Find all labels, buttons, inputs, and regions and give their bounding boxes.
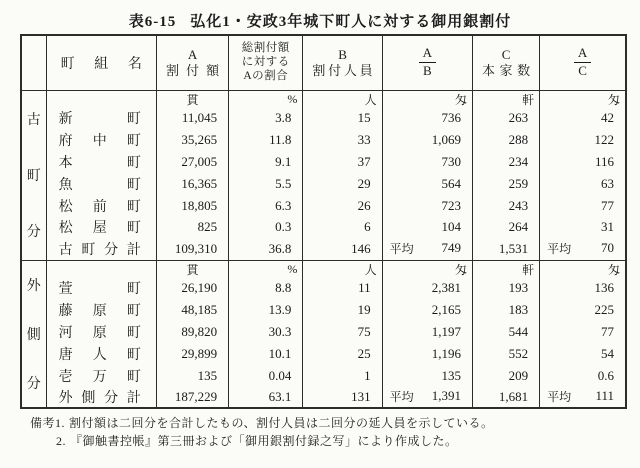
unit-nin: 人	[303, 260, 382, 278]
allotment-amount-cell: 26,190	[156, 278, 228, 300]
per-household-cell: 116	[540, 151, 626, 173]
subtotal-row-furumachi	[21, 238, 626, 260]
allotment-amount-cell: 29,899	[156, 343, 228, 365]
personnel-cell: 11	[303, 278, 382, 300]
personnel-cell: 33	[303, 129, 382, 151]
allotment-amount-cell: 16,365	[156, 173, 228, 195]
percentage-cell: 6.3	[229, 195, 303, 217]
unit-kan: 貫	[156, 90, 228, 108]
households-cell: 183	[472, 299, 539, 321]
table-header-row	[21, 35, 626, 90]
per-household-cell: 77	[540, 195, 626, 217]
allotment-amount-cell: 825	[156, 216, 228, 238]
table-row	[21, 365, 626, 387]
unit-monme: 匁	[382, 260, 472, 278]
per-person-cell: 723	[382, 195, 472, 217]
allotment-amount-cell: 11,045	[156, 108, 228, 130]
per-person-cell: 1,069	[382, 129, 472, 151]
households-cell: 193	[472, 278, 539, 300]
percentage-cell: 5.5	[229, 173, 303, 195]
personnel-cell: 26	[303, 195, 382, 217]
personnel-cell: 29	[303, 173, 382, 195]
town-name-cell: 本町	[46, 151, 156, 173]
personnel-cell: 15	[303, 108, 382, 130]
personnel-cell: 146	[303, 238, 382, 260]
units-row	[21, 90, 626, 108]
per-person-cell: 2,165	[382, 299, 472, 321]
allotment-amount-cell: 27,005	[156, 151, 228, 173]
footnotes	[30, 415, 640, 450]
allotment-amount-cell: 135	[156, 365, 228, 387]
table-title-text: 弘化1・安政3年城下町人に対する御用銀割付	[190, 14, 512, 30]
group-label-furumachi: 古 町 分	[21, 90, 46, 260]
town-name-cell: 壱万町	[46, 365, 156, 387]
percentage-cell: 13.9	[229, 299, 303, 321]
header-town-name: 町組名	[46, 35, 156, 90]
households-cell: 1,531	[472, 238, 539, 260]
header-a-over-c: $\frac{A}{C}$	[540, 35, 626, 90]
percentage-cell: 3.8	[229, 108, 303, 130]
town-name-cell: 松屋町	[46, 216, 156, 238]
header-c-label: 本家数	[481, 62, 531, 78]
corner-cell	[21, 35, 46, 90]
personnel-cell: 19	[303, 299, 382, 321]
table-row	[21, 216, 626, 238]
percentage-cell: 63.1	[229, 387, 303, 409]
per-person-cell: 730	[382, 151, 472, 173]
unit-kan: 貫	[156, 260, 228, 278]
header-ratio-of-total: 総割付額 に対する Aの割合	[229, 35, 303, 90]
table-row	[21, 299, 626, 321]
allotment-amount-cell: 18,805	[156, 195, 228, 217]
per-person-cell: 564	[382, 173, 472, 195]
percentage-cell: 9.1	[229, 151, 303, 173]
goyogin-allotment-table	[20, 34, 627, 409]
header-b-label: 割付人員	[312, 62, 373, 78]
units-row	[21, 260, 626, 278]
percentage-cell: 8.8	[229, 278, 303, 300]
per-household-cell: 0.6	[540, 365, 626, 387]
town-name-cell: 古町分計	[46, 238, 156, 260]
table-row	[21, 321, 626, 343]
unit-nin: 人	[303, 90, 382, 108]
personnel-cell: 131	[303, 387, 382, 409]
per-household-cell: 122	[540, 129, 626, 151]
town-name-cell: 外側分計	[46, 387, 156, 409]
households-cell: 552	[472, 343, 539, 365]
percentage-cell: 0.04	[229, 365, 303, 387]
unit-monme: 匁	[382, 90, 472, 108]
personnel-cell: 1	[303, 365, 382, 387]
per-person-cell: 135	[382, 365, 472, 387]
table-row	[21, 151, 626, 173]
per-person-cell: 平均 749	[382, 238, 472, 260]
per-household-cell: 平均 70	[540, 238, 626, 260]
header-c-letter: C	[501, 46, 511, 62]
footnote-2: 2. 『御触書控帳』第三冊および「御用銀割付録之写」により作成した。	[56, 433, 458, 448]
unit-monme: 匁	[540, 90, 626, 108]
subtotal-row-sotogawa	[21, 387, 626, 409]
households-cell: 1,681	[472, 387, 539, 409]
allotment-amount-cell: 109,310	[156, 238, 228, 260]
per-household-cell: 31	[540, 216, 626, 238]
percentage-cell: 30.3	[229, 321, 303, 343]
per-household-cell: 136	[540, 278, 626, 300]
town-name-cell: 府中町	[46, 129, 156, 151]
town-name-cell: 松前町	[46, 195, 156, 217]
town-name-cell: 河原町	[46, 321, 156, 343]
per-household-cell: 225	[540, 299, 626, 321]
per-person-cell: 736	[382, 108, 472, 130]
table-row	[21, 195, 626, 217]
unit-ken: 軒	[472, 90, 539, 108]
personnel-cell: 75	[303, 321, 382, 343]
per-household-cell: 63	[540, 173, 626, 195]
table-number: 表6-15	[128, 14, 177, 30]
per-person-cell: 平均 1,391	[382, 387, 472, 409]
households-cell: 209	[472, 365, 539, 387]
allotment-amount-cell: 187,229	[156, 387, 228, 409]
percentage-cell: 10.1	[229, 343, 303, 365]
personnel-cell: 25	[303, 343, 382, 365]
households-cell: 263	[472, 108, 539, 130]
unit-percent: %	[229, 90, 303, 108]
allotment-amount-cell: 89,820	[156, 321, 228, 343]
table-row	[21, 278, 626, 300]
unit-ken: 軒	[472, 260, 539, 278]
header-b-letter: B	[338, 46, 347, 62]
households-cell: 243	[472, 195, 539, 217]
households-cell: 288	[472, 129, 539, 151]
households-cell: 264	[472, 216, 539, 238]
per-person-cell: 104	[382, 216, 472, 238]
unit-percent: %	[229, 260, 303, 278]
table-row	[21, 173, 626, 195]
households-cell: 259	[472, 173, 539, 195]
allotment-amount-cell: 35,265	[156, 129, 228, 151]
town-name-cell: 萱町	[46, 278, 156, 300]
town-name-cell: 唐人町	[46, 343, 156, 365]
allotment-amount-cell: 48,185	[156, 299, 228, 321]
households-cell: 544	[472, 321, 539, 343]
percentage-cell: 11.8	[229, 129, 303, 151]
town-name-cell: 藤原町	[46, 299, 156, 321]
per-person-cell: 1,197	[382, 321, 472, 343]
header-main-households	[472, 35, 539, 90]
table-title	[0, 0, 640, 34]
households-cell: 234	[472, 151, 539, 173]
per-household-cell: 54	[540, 343, 626, 365]
footnote-1: 備考1. 割付額は二回分を合計したもの、割付人員は二回分の延人員を示している。	[30, 416, 494, 431]
per-household-cell: 42	[540, 108, 626, 130]
personnel-cell: 6	[303, 216, 382, 238]
town-name-cell: 魚町	[46, 173, 156, 195]
header-allotment-amount	[156, 35, 228, 90]
header-a-letter: A	[187, 46, 198, 62]
personnel-cell: 37	[303, 151, 382, 173]
header-a-label: 割付額	[165, 62, 220, 78]
town-name-cell: 新町	[46, 108, 156, 130]
table-row	[21, 343, 626, 365]
percentage-cell: 0.3	[229, 216, 303, 238]
unit-monme: 匁	[540, 260, 626, 278]
header-allotted-personnel	[303, 35, 382, 90]
per-person-cell: 2,381	[382, 278, 472, 300]
per-household-cell: 平均 111	[540, 387, 626, 409]
header-a-over-b: $\frac{A}{B}$	[382, 35, 472, 90]
per-person-cell: 1,196	[382, 343, 472, 365]
group-label-sotogawa: 外 側 分	[21, 260, 46, 408]
table-row	[21, 129, 626, 151]
percentage-cell: 36.8	[229, 238, 303, 260]
per-household-cell: 77	[540, 321, 626, 343]
table-row	[21, 108, 626, 130]
